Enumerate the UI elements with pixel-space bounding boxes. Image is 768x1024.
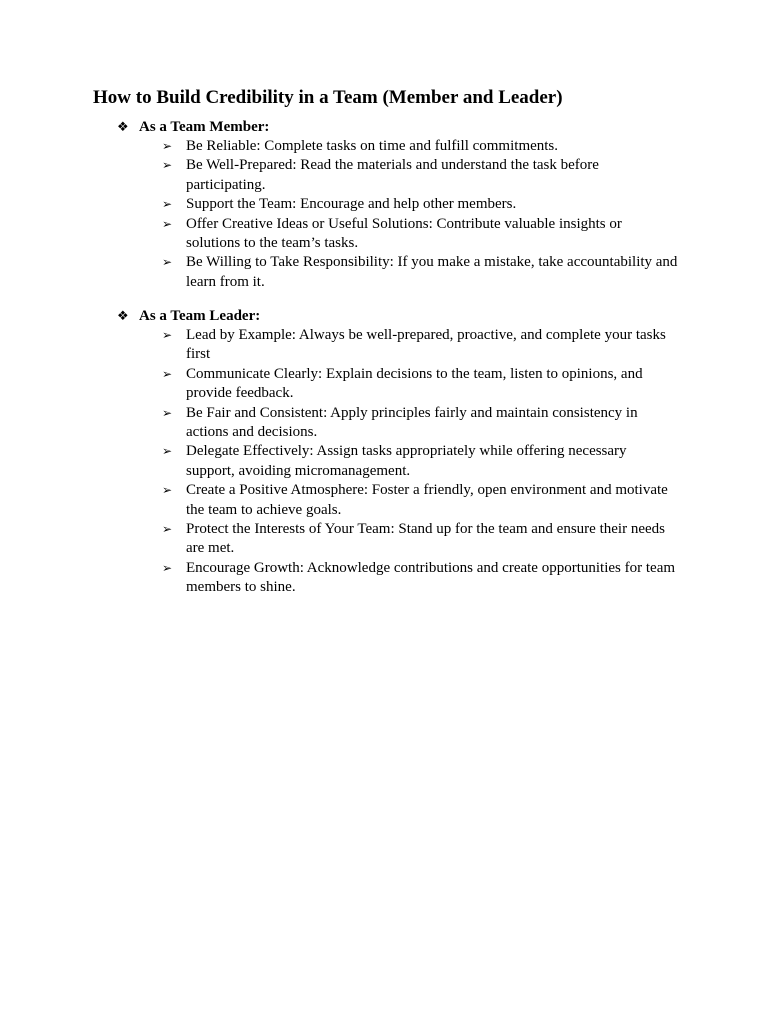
- section-team-leader: [117, 307, 677, 598]
- list-item-text: Support the Team: Encourage and help other members.: [186, 196, 517, 213]
- list-item-text: Communicate Clearly: Explain decisions to the team, listen to opinions, and provide feedback.: [186, 365, 643, 402]
- list-item: [117, 365, 677, 404]
- list-item: [117, 215, 677, 254]
- arrow-bullet-icon: ➢: [162, 255, 173, 270]
- list-item-text: Be Well-Prepared: Read the materials and understand the task before participating.: [186, 157, 599, 193]
- list-item: [117, 520, 677, 559]
- section-team-member: [117, 118, 677, 292]
- list-item-text: Create a Positive Atmosphere: Foster a friendly, open environment and motivate the team to achieve goals.: [186, 482, 668, 518]
- list-item-text: Delegate Effectively: Assign tasks appropriately while offering necessary support, avoiding micromanagement.: [186, 443, 627, 479]
- bullet-list: [117, 137, 677, 292]
- diamond-bullet-icon: ❖: [117, 309, 129, 324]
- list-item-text: Be Willing to Take Responsibility: If you make a mistake, take accountability and learn from it.: [186, 254, 678, 290]
- list-item-text: Encourage Growth: Acknowledge contributions and create opportunities for team members to shine.: [186, 559, 676, 596]
- section-label: As a Team Member:: [139, 119, 270, 135]
- list-item: [117, 137, 677, 156]
- document-title: How to Build Credibility in a Team (Member and Leader): [93, 87, 563, 108]
- list-item: [117, 442, 677, 481]
- diamond-bullet-icon: ❖: [117, 120, 129, 135]
- arrow-bullet-icon: ➢: [162, 444, 173, 459]
- arrow-bullet-icon: ➢: [162, 139, 173, 153]
- list-item-text: Lead by Example: Always be well-prepared, proactive, and complete your tasks first: [186, 327, 666, 363]
- list-item: [117, 559, 677, 598]
- section-label: As a Team Leader:: [139, 308, 261, 324]
- bullet-list: [117, 326, 677, 598]
- list-item: [117, 326, 677, 365]
- list-item: [117, 253, 677, 292]
- list-item-text: Be Reliable: Complete tasks on time and fulfill commitments.: [186, 138, 559, 154]
- list-item: [117, 404, 677, 443]
- arrow-bullet-icon: ➢: [162, 197, 173, 212]
- arrow-bullet-icon: ➢: [162, 522, 173, 537]
- arrow-bullet-icon: ➢: [162, 560, 173, 575]
- list-item: [117, 481, 677, 520]
- list-item-text: Be Fair and Consistent: Apply principles fairly and maintain consistency in actions and decisions.: [186, 404, 638, 441]
- list-item: [117, 195, 677, 214]
- arrow-bullet-icon: ➢: [162, 328, 173, 342]
- arrow-bullet-icon: ➢: [162, 483, 173, 498]
- list-item-text: Offer Creative Ideas or Useful Solutions: Contribute valuable insights or solutions to the team’s tasks.: [186, 215, 622, 252]
- arrow-bullet-icon: ➢: [162, 366, 173, 381]
- section-header: [117, 307, 677, 326]
- section-header: [117, 118, 677, 137]
- arrow-bullet-icon: ➢: [162, 216, 173, 231]
- list-item-text: Protect the Interests of Your Team: Stand up for the team and ensure their needs are met.: [186, 521, 665, 557]
- list-item: [117, 156, 677, 195]
- arrow-bullet-icon: ➢: [162, 158, 173, 173]
- arrow-bullet-icon: ➢: [162, 405, 173, 420]
